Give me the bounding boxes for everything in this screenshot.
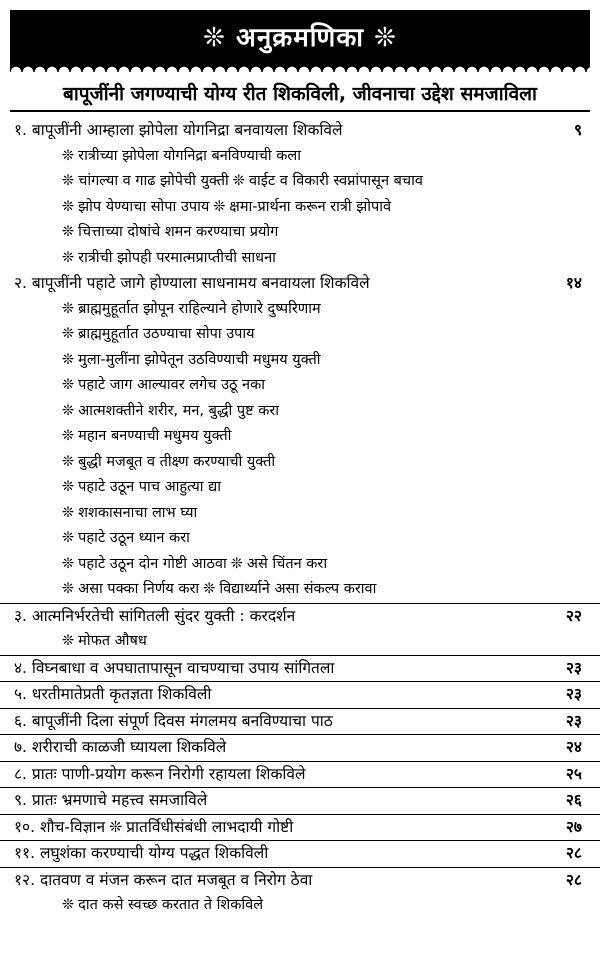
toc-chapter-row xyxy=(0,655,600,682)
toc-chapter-row xyxy=(0,681,600,708)
page-number: २८ xyxy=(565,844,582,862)
page-number: १४ xyxy=(565,274,582,292)
toc-chapter-row xyxy=(0,761,600,788)
chapter-title: ३. आत्मनिर्भरतेची सांगितली सुंदर युक्ती : करदर्शन xyxy=(14,606,296,625)
toc-subtopic-row xyxy=(0,450,600,476)
chapter-title: ७. शरीराची काळजी घ्यायला शिकविले xyxy=(14,738,227,756)
table-of-contents xyxy=(0,118,600,919)
toc-chapter-row xyxy=(0,787,600,814)
chapter-title: १. बापूजींनी आम्हाला झोपेला योगनिद्रा बनवायला शिकविले xyxy=(14,121,343,139)
flower-bullet-icon: ❊ xyxy=(62,402,75,419)
toc-subtopic-row xyxy=(0,169,600,195)
flower-bullet-icon: ❊ xyxy=(62,479,75,495)
toc-chapter-row xyxy=(0,840,600,867)
toc-subtopic-row xyxy=(0,475,600,501)
subtopic-title: महान बनण्याची मधुमय युक्ती xyxy=(78,428,232,444)
subtopic-title: क्षमा-प्रार्थना करून रात्री झोपावे xyxy=(229,198,392,215)
toc-subtopic-row xyxy=(0,399,600,425)
toc-subtopic-row xyxy=(0,246,600,272)
chapter-title: ४. विघ्नबाधा व अपघातापासून वाचण्याचा उपाय सांगितला xyxy=(14,658,335,677)
subtopic-title: असे चिंतन करा xyxy=(246,555,328,572)
page-number: २४ xyxy=(565,738,582,756)
subtopic-title: पहाटे उठून दोन गोष्टी आठवा xyxy=(78,555,227,572)
scalloped-edge xyxy=(10,60,590,72)
flower-bullet-icon: ❊ xyxy=(109,817,123,836)
page-number: २५ xyxy=(565,764,582,783)
page-number: २३ xyxy=(565,658,582,677)
section-heading: बापूजींनी जगण्याची योग्य रीत शिकविली, जीवनाचा उद्देश समजाविला xyxy=(10,80,590,112)
subtopic-title: वाईट व विकारी स्वप्नांपासून बचाव xyxy=(248,173,423,189)
chapter-title: ५. धरतीमातेप्रती कृतज्ञता शिकविली xyxy=(14,685,212,703)
page-number: २३ xyxy=(565,685,582,703)
flower-bullet-icon: ❊ xyxy=(62,377,75,393)
subtopic-title: ब्राह्ममुहूर्तात उठण्याचा सोपा उपाय xyxy=(78,326,255,342)
subtopic-title: आत्मशक्तीने शरीर, मन, बुद्धी पुष्ट करा xyxy=(78,402,280,419)
flower-bullet-icon: ❊ xyxy=(62,249,75,266)
chapter-title: ६. बापूजींनी दिला संपूर्ण दिवस मंगलमय बनविण्याचा पाठ xyxy=(14,711,333,730)
chapter-title: १०. शौच-विज्ञान xyxy=(14,817,106,836)
subtopic-title: शशकासनाचा लाभ घ्या xyxy=(78,504,198,521)
subtopic-title: रात्रीची झोपही परमात्मप्राप्तीची साधना xyxy=(78,249,276,266)
subtopic-title: विद्यार्थ्याने असा संकल्प करावा xyxy=(219,581,377,597)
toc-subtopic-row xyxy=(0,348,600,374)
flower-bullet-icon: ❊ xyxy=(62,555,75,572)
toc-chapter-row xyxy=(0,867,600,894)
flower-bullet-icon: ❊ xyxy=(62,147,75,164)
flower-bullet-icon: ❊ xyxy=(62,897,75,913)
toc-chapter-row xyxy=(0,814,600,841)
flower-bullet-icon: ❊ xyxy=(232,173,245,189)
toc-subtopic-row xyxy=(0,195,600,221)
subtopic-title: असा पक्का निर्णय करा xyxy=(78,581,200,597)
toc-subtopic-row xyxy=(0,577,600,603)
chapter-title: २. बापूजींनी पहाटे जागे होण्याला साधनामय बनवायला शिकविले xyxy=(14,274,370,292)
toc-chapter-row xyxy=(0,708,600,735)
flower-bullet-icon: ❊ xyxy=(62,300,75,317)
flower-bullet-icon: ❊ xyxy=(203,581,216,597)
flower-bullet-icon: ❊ xyxy=(62,530,75,546)
toc-chapter-row xyxy=(0,603,600,630)
flower-bullet-icon: ❊ xyxy=(62,198,75,215)
chapter-title: ११. लघुशंका करण्याची योग्य पद्धत शिकविली xyxy=(14,844,269,862)
title-banner xyxy=(10,10,590,72)
flower-bullet-icon: ❊ xyxy=(62,173,75,189)
subtopic-title: पहाटे उठून ध्यान करा xyxy=(78,530,190,546)
subtopic-title: पहाटे उठून पाच आहुत्या द्या xyxy=(78,479,221,495)
page-number: २३ xyxy=(565,711,582,730)
subtopic-title: चित्ताच्या दोषांचे शमन करण्याचा प्रयोग xyxy=(78,224,279,240)
subtopic-title: मोफत औषध xyxy=(78,633,147,649)
toc-chapter-row xyxy=(0,734,600,761)
chapter-title: ९. प्रातः भ्रमणाचे महत्त्व समजाविले xyxy=(14,791,208,809)
toc-chapter-row xyxy=(0,271,600,297)
chapter-title: ८. प्रातः पाणी-प्रयोग करून निरोगी रहायला शिकविले xyxy=(14,764,306,783)
subtopic-title: मुला-मुलींना झोपेतून उठविण्याची मधुमय युक्ती xyxy=(78,351,321,368)
flower-bullet-icon: ❊ xyxy=(62,326,75,342)
flower-bullet-icon: ❊ xyxy=(62,224,75,240)
page-number: २७ xyxy=(565,817,582,836)
toc-subtopic-row xyxy=(0,373,600,399)
flower-bullet-icon: ❊ xyxy=(62,428,75,444)
page-number: २२ xyxy=(565,606,582,625)
subtopic-title: बुद्धी मजबूत व तीक्ष्ण करण्याची युक्ती xyxy=(78,453,276,470)
toc-subtopic-row xyxy=(0,526,600,552)
toc-subtopic-row xyxy=(0,424,600,450)
flower-bullet-icon: ❊ xyxy=(62,504,75,521)
flower-bullet-icon: ❊ xyxy=(62,453,75,470)
flower-bullet-icon: ❊ xyxy=(62,351,75,368)
banner-title: ❊ अनुक्रमणिका ❊ xyxy=(203,23,397,53)
subtopic-title: झोप येण्याचा सोपा उपाय xyxy=(78,198,210,215)
subtopic-title: दात कसे स्वच्छ करतात ते शिकविले xyxy=(78,897,264,913)
page-number: २८ xyxy=(565,870,582,889)
toc-subtopic-row xyxy=(0,552,600,578)
flower-bullet-icon: ❊ xyxy=(213,198,226,215)
page-number: ९ xyxy=(573,121,582,139)
flower-bullet-icon: ❊ xyxy=(62,581,75,597)
toc-subtopic-row xyxy=(0,501,600,527)
flower-bullet-icon: ❊ xyxy=(62,633,75,649)
toc-chapter-row xyxy=(0,118,600,144)
flower-bullet-icon: ❊ xyxy=(230,555,243,572)
subtopic-title: पहाटे जाग आल्यावर लगेच उठू नका xyxy=(78,377,265,393)
subtopic-title: ब्राह्ममुहूर्तात झोपून राहिल्याने होणारे दुष्परिणाम xyxy=(78,300,321,317)
toc-subtopic-row xyxy=(0,297,600,323)
subtopic-title: चांगल्या व गाढ झोपेची युक्ती xyxy=(78,173,229,189)
page-number: २६ xyxy=(565,791,582,809)
toc-subtopic-row xyxy=(0,629,600,655)
toc-subtopic-row xyxy=(0,893,600,919)
toc-subtopic-row xyxy=(0,144,600,170)
subtopic-title: रात्रीच्या झोपेला योगनिद्रा बनविण्याची कला xyxy=(78,147,301,164)
chapter-title: १२. दातवण व मंजन करून दात मजबूत व निरोग ठेवा xyxy=(14,870,313,889)
subtopic-title: प्रातर्विधीसंबंधी लाभदायी गोष्टी xyxy=(126,817,294,836)
toc-subtopic-row xyxy=(0,322,600,348)
toc-subtopic-row xyxy=(0,220,600,246)
